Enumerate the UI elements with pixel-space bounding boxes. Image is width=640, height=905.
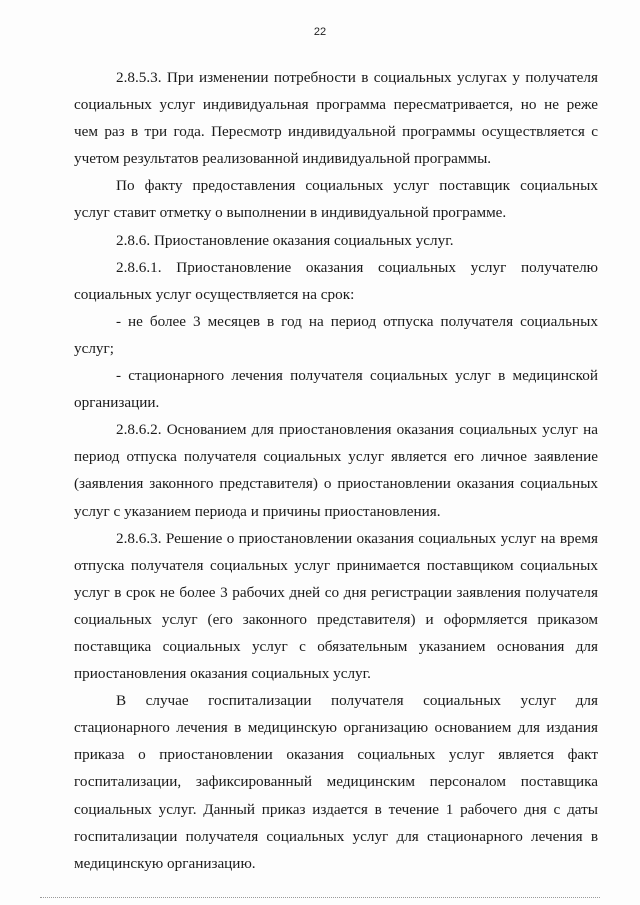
paragraph-service-mark: По факту предоставления социальных услуг поставщик социальных услуг ставит отметку о выполнении в индивидуальной программе. bbox=[74, 177, 598, 222]
list-item-hospital: - стационарного лечения получателя социальных услуг в медицинской организации. bbox=[74, 367, 598, 412]
paragraph-2-8-6-2: 2.8.6.2. Основанием для приостановления оказания социальных услуг на период отпуска получателя социальных услуг является его личное заявление (заявления законного представителя) о приостановлении оказания социальных услуг с указанием периода и причины приостановления. bbox=[74, 421, 598, 520]
paragraph-2-8-6-3: 2.8.6.3. Решение о приостановлении оказания социальных услуг на время отпуска получателя социальных услуг принимается поставщиком социальных услуг в срок не более 3 рабочих дней со дня регистрации заявления получателя социальных услуг (его законного представителя) и оформляется приказом поставщика социальных услуг с обязательным указанием основания для приостановления оказания социальных услуг. bbox=[74, 529, 598, 683]
list-item-vacation: - не более 3 месяцев в год на период отпуска получателя социальных услуг; bbox=[74, 312, 598, 357]
bottom-scan-line bbox=[40, 896, 600, 898]
page-number: 22 bbox=[313, 26, 327, 38]
document-body bbox=[74, 64, 598, 877]
paragraph-hospitalization: В случае госпитализации получателя социальных услуг для стационарного лечения в медицинскую организацию основанием для издания приказа о приостановлении оказания социальных услуг является факт госпитализации, зафиксированный медицинским персоналом поставщика социальных услуг. Данный приказ издается в течение 1 рабочего дня с даты госпитализации получателя социальных услуг для стационарного лечения в медицинскую организацию. bbox=[74, 692, 598, 872]
paragraph-2-8-5-3: 2.8.5.3. При изменении потребности в социальных услугах у получателя социальных услуг индивидуальная программа пересматривается, но не реже чем раз в три года. Пересмотр индивидуальной программы осуществляется с учетом результатов реализованной индивидуальной программы. bbox=[74, 69, 598, 168]
paragraph-2-8-6-1: 2.8.6.1. Приостановление оказания социальных услуг получателю социальных услуг осуществляется на срок: bbox=[74, 258, 598, 303]
section-heading-2-8-6: 2.8.6. Приостановление оказания социальных услуг. bbox=[116, 231, 454, 249]
